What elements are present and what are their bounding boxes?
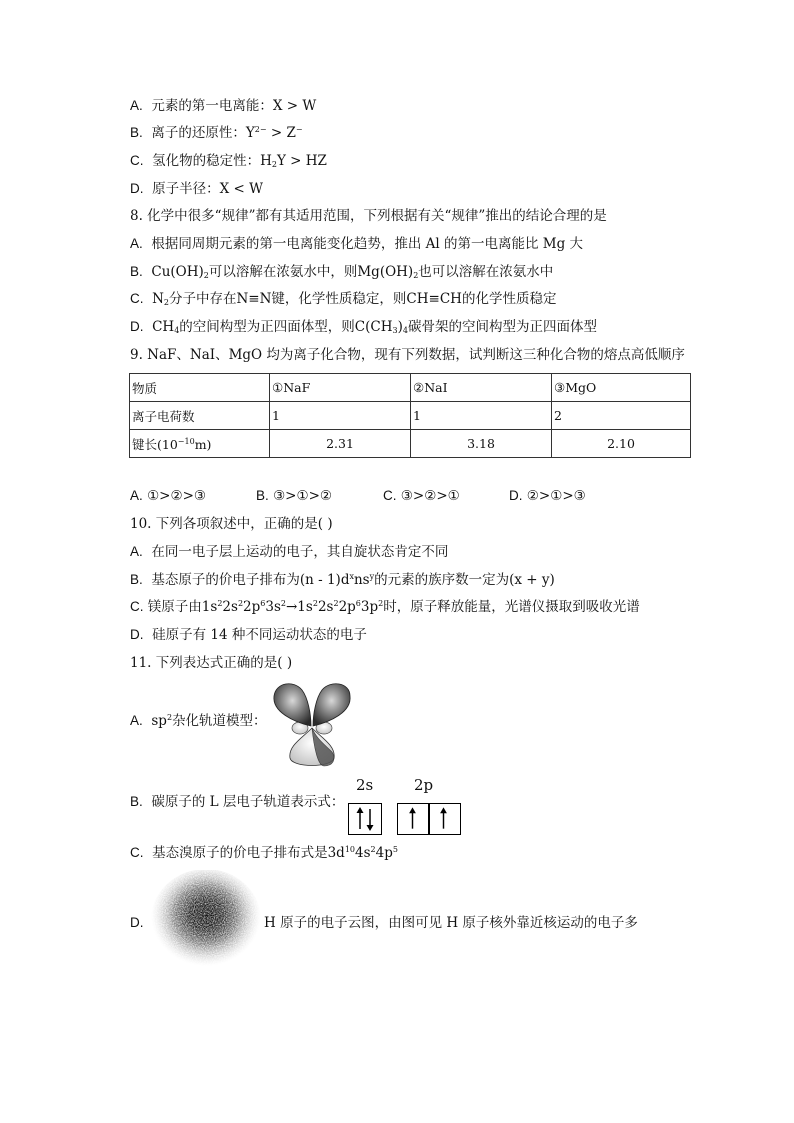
up-arrow-icon <box>429 804 458 834</box>
q9-option-b: B. ③>①>② <box>256 488 332 504</box>
table-cell: ①NaF <box>270 374 411 402</box>
electron-cloud-icon <box>150 870 262 974</box>
table-cell: 2.10 <box>552 430 691 458</box>
q10-option-a: A. 在同一电子层上运动的电子，其自旋状态肯定不同 <box>130 544 449 560</box>
q11-option-d-letter: D. <box>130 915 144 930</box>
q7-option-c: C. 氢化物的稳定性：$H_2Y$ > HZ <box>130 153 327 169</box>
orbital-box-2s <box>348 803 382 835</box>
table-header-row <box>130 374 691 402</box>
table-cell: 3.18 <box>411 430 552 458</box>
q11-option-c: C. 基态溴原子的价电子排布式是$3d^{10}4s^24p^5$ <box>130 845 398 861</box>
sp2-hybrid-orbital-icon <box>264 678 360 768</box>
table-cell: 离子电荷数 <box>130 402 270 430</box>
q7-option-b: B. 离子的还原性：$Y^{2-} > Z^-$ <box>130 125 303 141</box>
q8-stem: 8. 化学中很多“规律”都有其适用范围，下列根据有关“规律”推出的结论合理的是 <box>130 208 607 224</box>
q10-option-c: C. 镁原子由$1s^22s^22p^63s^2\to 1s^22s^22p^63p^2$时，原子释放能量，光谱仪摄取到吸收光谱 <box>130 599 640 615</box>
q8-option-a: A. 根据同周期元素的第一电离能变化趋势，推出 Al 的第一电离能比 Mg 大 <box>130 236 584 252</box>
orbital-label-2p: 2p <box>414 776 434 794</box>
q10-option-d: D. 硅原子有 14 种不同运动状态的电子 <box>130 627 367 643</box>
up-down-arrow-pair-icon <box>349 804 381 834</box>
q9-option-d: D. ②>①>③ <box>509 488 586 504</box>
q9-data-table <box>129 373 691 458</box>
q7-option-d: D. 原子半径：X < W <box>130 181 263 197</box>
q8-option-d: D. $CH_4$的空间构型为正四面体型，则$C(CH_3)_4$碳骨架的空间构型为正四面体型 <box>130 319 597 335</box>
q11-option-d-text: H 原子的电子云图，由图可见 H 原子核外靠近核运动的电子多 <box>264 915 638 931</box>
table-cell: 1 <box>270 402 411 430</box>
table-cell: 2.31 <box>270 430 411 458</box>
q9-options <box>130 487 586 505</box>
q11-option-b: B. 碳原子的 L 层电子轨道表示式： <box>130 794 345 810</box>
table-cell: 2 <box>552 402 691 430</box>
table-row <box>130 402 691 430</box>
q10-option-b: B. 基态原子的价电子排布为$(n - 1)d^xns^y$的元素的族序数一定为(x + y) <box>130 572 555 588</box>
table-cell: ②NaI <box>411 374 552 402</box>
up-arrow-icon <box>398 804 427 834</box>
table-cell: 键长$(10^{-10}m)$ <box>130 430 270 458</box>
q10-stem: 10. 下列各项叙述中，正确的是( ) <box>130 516 333 532</box>
table-row <box>130 430 691 458</box>
table-cell: 1 <box>411 402 552 430</box>
q8-option-b: B. $Cu(OH)_2$可以溶解在浓氨水中，则$Mg(OH)_2$也可以溶解在浓氨水中 <box>130 264 554 280</box>
q9-option-a: A. ①>②>③ <box>130 488 206 504</box>
table-cell: 物质 <box>130 374 270 402</box>
q8-option-c: C. $N_2$分子中存在N≡N键，化学性质稳定，则CH≡CH的化学性质稳定 <box>130 291 557 307</box>
q11-stem: 11. 下列表达式正确的是( ) <box>130 655 293 671</box>
orbital-box-2p <box>397 803 461 835</box>
q9-option-c: C. ③>②>① <box>383 488 460 504</box>
q11-option-a: A. $sp^2$杂化轨道模型： <box>130 713 267 729</box>
orbital-label-2s: 2s <box>356 776 374 794</box>
table-cell: ③MgO <box>552 374 691 402</box>
q9-stem: 9. NaF、NaI、MgO 均为离子化合物，现有下列数据，试判断这三种化合物的熔点高低顺序 <box>130 347 685 363</box>
q7-option-a: A. 元素的第一电离能：X > W <box>130 98 317 114</box>
